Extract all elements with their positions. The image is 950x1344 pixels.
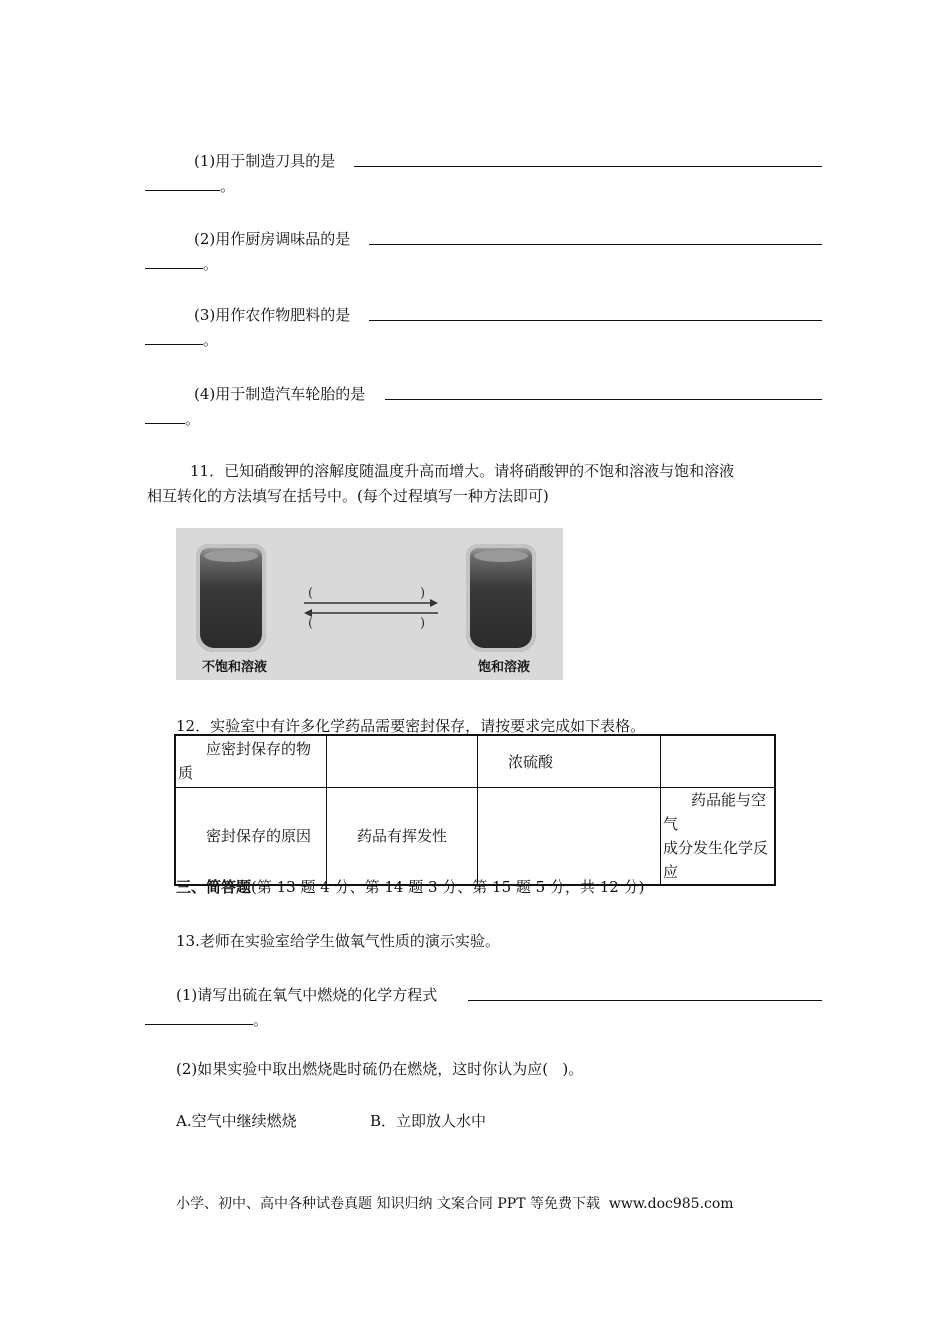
- table-header-reason: 密封保存的原因: [175, 787, 327, 885]
- answer-blank-1b[interactable]: [145, 190, 220, 191]
- q13-part1: (1)请写出硫在氧气中燃烧的化学方程式: [176, 986, 438, 1004]
- table-cell-blank[interactable]: [327, 735, 478, 787]
- saturated-solution-beaker-image: [466, 544, 536, 652]
- table-header-substance-line2: 质: [178, 764, 194, 783]
- table-cell-sulfuric-acid: 浓硫酸: [478, 735, 661, 787]
- q11-text-line2: 相互转化的方法填写在括号中。(每个过程填写一种方法即可): [147, 487, 549, 505]
- answer-blank-2a[interactable]: [369, 244, 822, 245]
- q10-item-2: (2)用作厨房调味品的是: [194, 230, 351, 248]
- solution-conversion-figure: [176, 528, 563, 680]
- answer-blank-4b[interactable]: [145, 423, 185, 424]
- q13-part2: (2)如果实验中取出燃烧匙时硫仍在燃烧，这时你认为应( )。: [176, 1060, 584, 1078]
- saturated-solution-label: 饱和溶液: [478, 660, 531, 675]
- answer-blank-2b[interactable]: [145, 268, 203, 269]
- section-3-heading: [176, 876, 644, 897]
- table-cell-blank[interactable]: [478, 787, 661, 885]
- answer-blank-3a[interactable]: [369, 320, 822, 321]
- footer-text: 小学、初中、高中各种试卷真题 知识归纳 文案合同 PPT 等免费下载: [176, 1196, 600, 1212]
- end-mark: 。: [185, 410, 201, 428]
- answer-blank-4a[interactable]: [385, 399, 822, 400]
- table-cell-reacts-with-air: [661, 787, 776, 885]
- section-3-note: (第 13 题 4 分、第 14 题 3 分、第 15 题 5 分，共 12 分): [251, 878, 645, 896]
- section-3-title: 三、简答题: [176, 878, 252, 896]
- end-mark: 。: [203, 255, 219, 273]
- table-header-substance-line1: 应密封保存的物: [206, 740, 312, 759]
- option-b: B．立即放人水中: [370, 1112, 487, 1130]
- q10-item-1: (1)用于制造刀具的是: [194, 152, 336, 170]
- answer-blank-3b[interactable]: [145, 344, 203, 345]
- table-row: [175, 735, 775, 787]
- table-cell-blank[interactable]: [661, 735, 776, 787]
- equation-blank-b[interactable]: [145, 1024, 253, 1025]
- upper-left-paren: (: [308, 586, 314, 601]
- q13-stem: 13.老师在实验室给学生做氧气性质的演示实验。: [176, 932, 500, 950]
- option-a: A.空气中继续燃烧: [176, 1112, 297, 1130]
- footer-link[interactable]: www.doc985.com: [608, 1196, 734, 1212]
- lower-left-paren: (: [308, 616, 314, 631]
- end-mark: 。: [220, 177, 236, 195]
- upper-right-paren: ): [420, 586, 426, 601]
- reacts-line1: 药品能与空气: [663, 790, 767, 833]
- unsaturated-solution-label: 不饱和溶液: [202, 660, 268, 675]
- sealed-storage-table: [174, 734, 776, 886]
- table-header-substance: [175, 735, 327, 787]
- q10-item-4: (4)用于制造汽车轮胎的是: [194, 385, 366, 403]
- table-cell-volatile: 药品有挥发性: [327, 787, 478, 885]
- q12-intro: 12．实验室中有许多化学药品需要密封保存，请按要求完成如下表格。: [176, 717, 646, 735]
- end-mark: 。: [253, 1011, 269, 1029]
- q11-text-line1: 11．已知硝酸钾的溶解度随温度升高而增大。请将硝酸钾的不饱和溶液与饱和溶液: [190, 462, 735, 480]
- q10-item-3: (3)用作农作物肥料的是: [194, 306, 351, 324]
- lower-right-paren: ): [420, 616, 426, 631]
- reacts-line2: 成分发生化学反应: [663, 838, 769, 881]
- page-footer: [176, 1193, 734, 1213]
- equation-blank-a[interactable]: [468, 1000, 822, 1001]
- end-mark: 。: [203, 331, 219, 349]
- answer-blank-1a[interactable]: [354, 166, 822, 167]
- table-row: [175, 787, 775, 885]
